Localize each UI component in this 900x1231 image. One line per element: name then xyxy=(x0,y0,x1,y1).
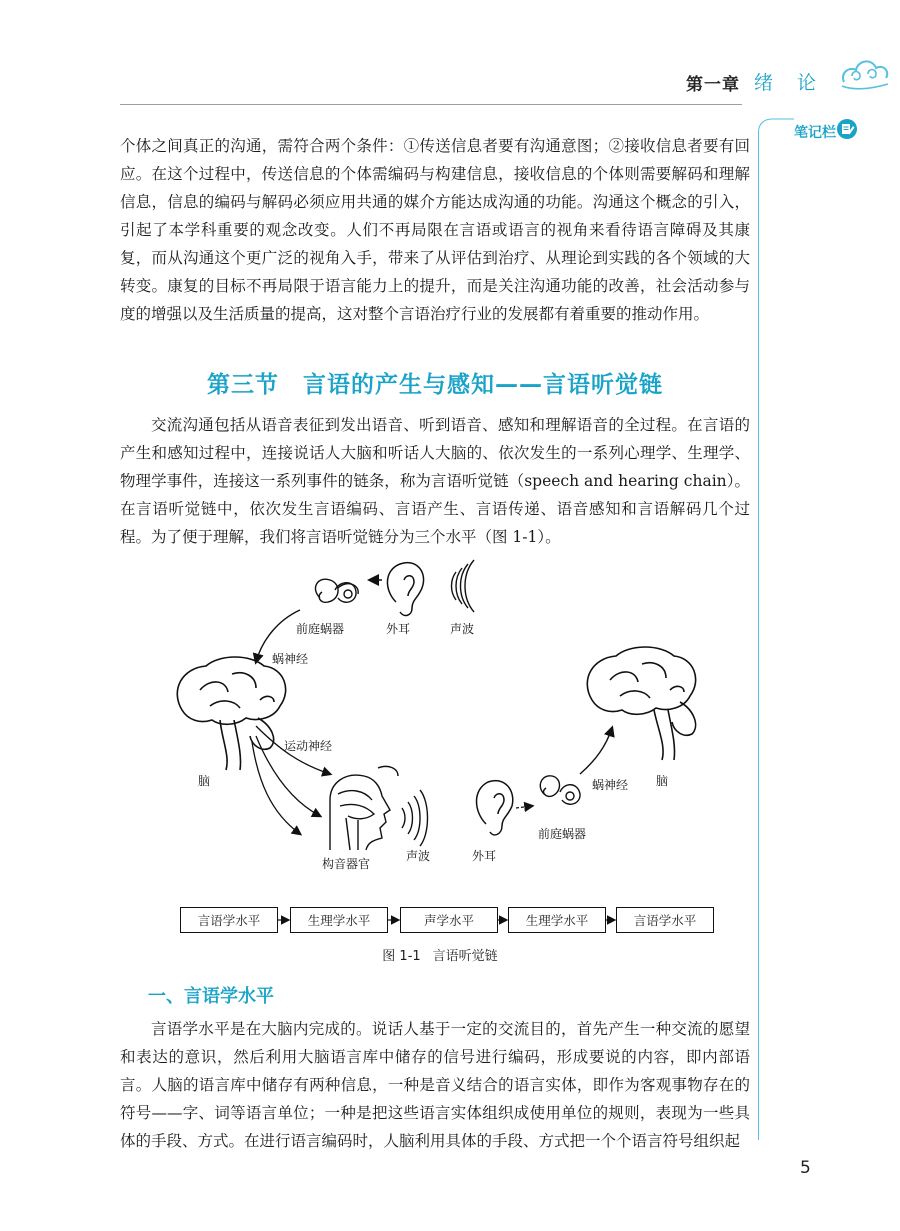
outer-ear-top-icon xyxy=(370,563,424,616)
label-brain-left: 脑 xyxy=(198,774,211,788)
header-rule xyxy=(120,104,742,105)
body-paragraph-3: 言语学水平是在大脑内完成的。说话人基于一定的交流目的，首先产生一种交流的愿望和表达的意识，然后利用大脑语言库中储存的信号进行编码，形成要说的内容，即内部语言。人脑的语言库中储存有两种信息，一种是音义结合的语言实体，即作为客观事物存在的符号——字、词等语言单位；一种是把这些语言实体组织成使用单位的规则，表现为一些具体的手段、方式。在进行语言编码时，人脑利用具体的手段、方式把一个个语言符号组织起 xyxy=(120,1020,750,1150)
level-box-2: 生理学水平 xyxy=(290,907,388,933)
figure-caption-number: 图 1-1 xyxy=(382,949,421,964)
brain-left-icon xyxy=(177,657,285,770)
level-box-5: 言语学水平 xyxy=(616,907,714,933)
notes-bar-line xyxy=(758,130,759,1140)
sound-wave-top-icon xyxy=(452,560,475,612)
outer-ear-bottom-icon xyxy=(477,781,513,835)
label-vestibule-cochlea-top: 前庭蜗器 xyxy=(296,622,345,636)
notes-bar-curve xyxy=(758,118,798,132)
vestibule-cochlea-bottom-icon xyxy=(540,776,580,804)
pencil-note-icon xyxy=(836,118,858,140)
label-brain-right: 脑 xyxy=(656,774,669,788)
chapter-label: 第一章 xyxy=(686,75,740,95)
level-arrows xyxy=(160,905,720,935)
vestibule-cochlea-top-icon xyxy=(315,579,358,602)
label-sound-wave-top: 声波 xyxy=(450,622,475,636)
label-vestibule-cochlea-bottom: 前庭蜗器 xyxy=(538,827,587,841)
label-cochlear-nerve-right: 蜗神经 xyxy=(592,778,629,792)
brain-right-icon xyxy=(587,647,695,760)
level-box-1: 言语学水平 xyxy=(180,907,278,933)
label-outer-ear-top: 外耳 xyxy=(386,622,411,636)
cloud-ornament-icon xyxy=(838,54,892,94)
subsection-title: 一、言语学水平 xyxy=(148,986,274,1007)
label-articulators: 构音器官 xyxy=(322,857,371,871)
level-box-3: 声学水平 xyxy=(400,907,498,933)
figure-illustration xyxy=(160,550,720,910)
figure-caption-text: 言语听觉链 xyxy=(432,949,498,964)
label-outer-ear-bottom: 外耳 xyxy=(472,849,497,863)
articulators-icon xyxy=(330,766,398,850)
figure-speech-hearing-chain xyxy=(160,550,720,970)
chapter-title: 绪论 xyxy=(753,72,840,94)
level-box-4: 生理学水平 xyxy=(508,907,606,933)
page-number: 5 xyxy=(800,1158,811,1178)
sound-wave-bottom-icon xyxy=(402,790,428,846)
label-sound-wave-bottom: 声波 xyxy=(406,849,431,863)
body-paragraph-1: 个体之间真正的沟通，需符合两个条件：①传送信息者要有沟通意图；②接收信息者要有回应。在这个过程中，传送信息的个体需编码与构建信息，接收信息的个体则需要解码和理解信息，信息的编码与解码必须应用共通的媒介方能达成沟通的功能。沟通这个概念的引入，引起了本学科重要的观念改变。人们不再局限在言语或语言的视角来看待语言障碍及其康复，而从沟通这个更广泛的视角入手，带来了从评估到治疗、从理论到实践的各个领域的大转变。康复的目标不再局限于语言能力上的提升，而是关注沟通功能的改善，社会活动参与度的增强以及生活质量的提高，这对整个言语治疗行业的发展都有着重要的推动作用。 xyxy=(120,137,750,323)
notes-label: 笔记栏 xyxy=(794,125,836,141)
label-cochlear-nerve-left: 蜗神经 xyxy=(272,652,309,666)
figure-caption xyxy=(160,945,720,964)
section-title: 第三节 言语的产生与感知——言语听觉链 xyxy=(207,372,663,398)
label-motor-nerve: 运动神经 xyxy=(284,739,333,753)
body-paragraph-2: 交流沟通包括从语音表征到发出语音、听到语音、感知和理解语音的全过程。在言语的产生和感知过程中，连接说话人大脑和听话人大脑的、依次发生的一系列心理学、生理学、物理学事件，连接这一系列事件的链条，称为言语听觉链（speech and hearing chain）。在言语听觉链中，依次发生言语编码、言语产生、言语传递、语音感知和言语解码几个过程。为了便于理解，我们将言语听觉链分为三个水平（图 1-1）。 xyxy=(120,416,750,546)
